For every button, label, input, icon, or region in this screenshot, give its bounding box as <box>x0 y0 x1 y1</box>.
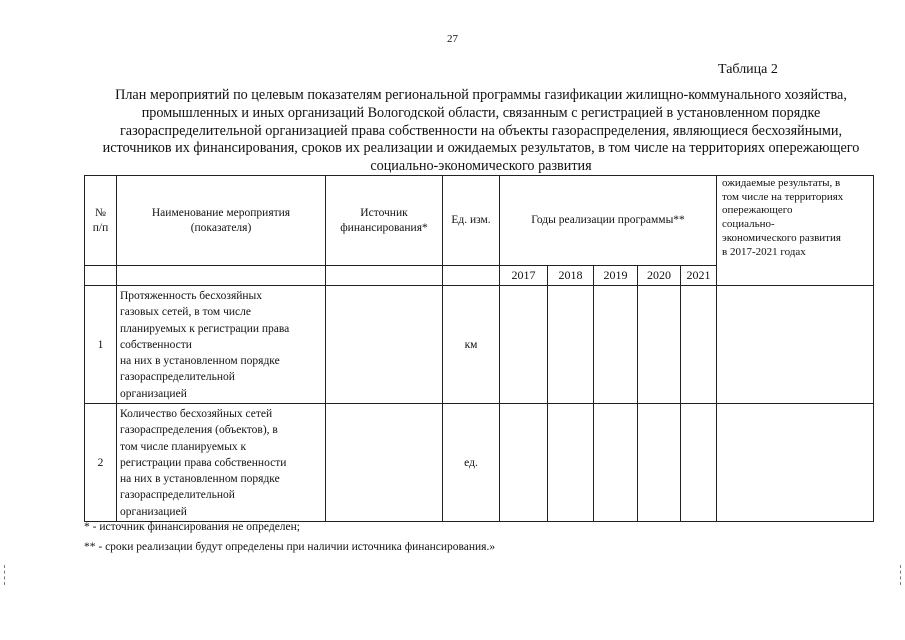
row-name-line: организацией <box>120 387 187 400</box>
row-unit: км <box>443 286 500 404</box>
empty-cell <box>85 266 117 286</box>
expected-cell <box>717 404 874 522</box>
header-expected-line: том числе на территориях <box>722 190 844 203</box>
row-unit: ед. <box>443 404 500 522</box>
year-cell <box>594 404 638 522</box>
scan-edge-mark <box>4 565 6 585</box>
table-label: Таблица 2 <box>718 62 778 77</box>
year-cell <box>638 286 681 404</box>
row-name-line: собственности <box>120 338 192 351</box>
row-name-line: газовых сетей, в том числе <box>120 306 251 319</box>
year-header: 2019 <box>594 266 638 286</box>
page-number: 27 <box>447 33 458 45</box>
header-number-line: № <box>95 206 106 219</box>
row-name-line: газораспределительной <box>120 371 235 384</box>
empty-cell <box>443 266 500 286</box>
year-cell <box>548 404 594 522</box>
row-name-line: газораспределения (объектов), в <box>120 424 278 437</box>
header-name-line: Наименование мероприятия <box>151 206 291 219</box>
document-title <box>60 87 902 176</box>
row-name-line: регистрации права собственности <box>120 456 287 469</box>
header-expected-line: в 2017-2021 годах <box>722 245 806 258</box>
year-cell <box>548 286 594 404</box>
footnote-funding: * - источник финансирования не определен; <box>84 521 300 533</box>
year-cell <box>500 286 548 404</box>
header-unit: Ед. изм. <box>443 176 500 266</box>
row-name-line: планируемых к регистрации права <box>120 322 290 335</box>
year-cell <box>638 404 681 522</box>
row-name-line: том числе планируемых к <box>120 440 247 453</box>
title-line: План мероприятий по целевым показателям региональной программы газификации жилищно-коммунального хозяйства, <box>115 87 847 103</box>
header-source <box>326 176 443 266</box>
year-header: 2017 <box>500 266 548 286</box>
scan-edge-mark <box>900 565 902 585</box>
table-row <box>85 404 874 522</box>
row-name <box>117 286 326 404</box>
empty-cell <box>117 266 326 286</box>
footnote-timing: ** - сроки реализации будут определены при наличии источника финансирования.» <box>84 541 496 553</box>
header-source-line: финансирования* <box>340 221 428 234</box>
title-line: промышленных и иных организаций Вологодской области, связанным с регистрацией в установленном порядке <box>141 104 821 121</box>
header-years-group: Годы реализации программы** <box>500 176 717 266</box>
year-cell <box>681 404 717 522</box>
empty-cell <box>326 266 443 286</box>
row-name-line: на них в установленном порядке <box>120 473 280 486</box>
header-number <box>85 176 117 266</box>
row-source <box>326 286 443 404</box>
title-line: социально-экономического развития <box>370 158 592 175</box>
row-name <box>117 404 326 522</box>
row-number: 2 <box>85 404 117 522</box>
expected-cell <box>717 286 874 404</box>
row-name-line: Протяженность бесхозяйных <box>120 290 263 302</box>
header-expected-line: ожидаемые результаты, в <box>722 177 841 189</box>
row-number: 1 <box>85 286 117 404</box>
table-header-row <box>85 176 874 266</box>
row-name-line: Количество бесхозяйных сетей <box>120 408 273 420</box>
row-name-line: организацией <box>120 505 187 518</box>
year-cell <box>500 404 548 522</box>
plan-table <box>84 175 874 522</box>
header-name <box>117 176 326 266</box>
year-header: 2018 <box>548 266 594 286</box>
row-name-line: на них в установленном порядке <box>120 355 280 368</box>
header-expected-line: опережающего <box>722 204 793 217</box>
year-header: 2020 <box>638 266 681 286</box>
year-cell <box>594 286 638 404</box>
header-expected-line: экономического развития <box>722 231 841 244</box>
title-line: газораспределительной организацией права собственности на объекты газораспределения, являющиеся бесхозяйными, <box>119 122 843 139</box>
year-header: 2021 <box>681 266 717 286</box>
row-name-line: газораспределительной <box>120 489 235 502</box>
header-source-line: Источник <box>360 206 408 219</box>
header-name-line: (показателя) <box>190 221 252 234</box>
header-number-line: п/п <box>92 221 109 234</box>
title-line: источников их финансирования, сроков их реализации и ожидаемых результатов, в том числе на территориях опережающего <box>102 140 860 157</box>
table-row <box>85 286 874 404</box>
year-cell <box>681 286 717 404</box>
row-source <box>326 404 443 522</box>
header-expected-line: социально- <box>722 218 775 231</box>
header-expected-results <box>717 176 874 286</box>
